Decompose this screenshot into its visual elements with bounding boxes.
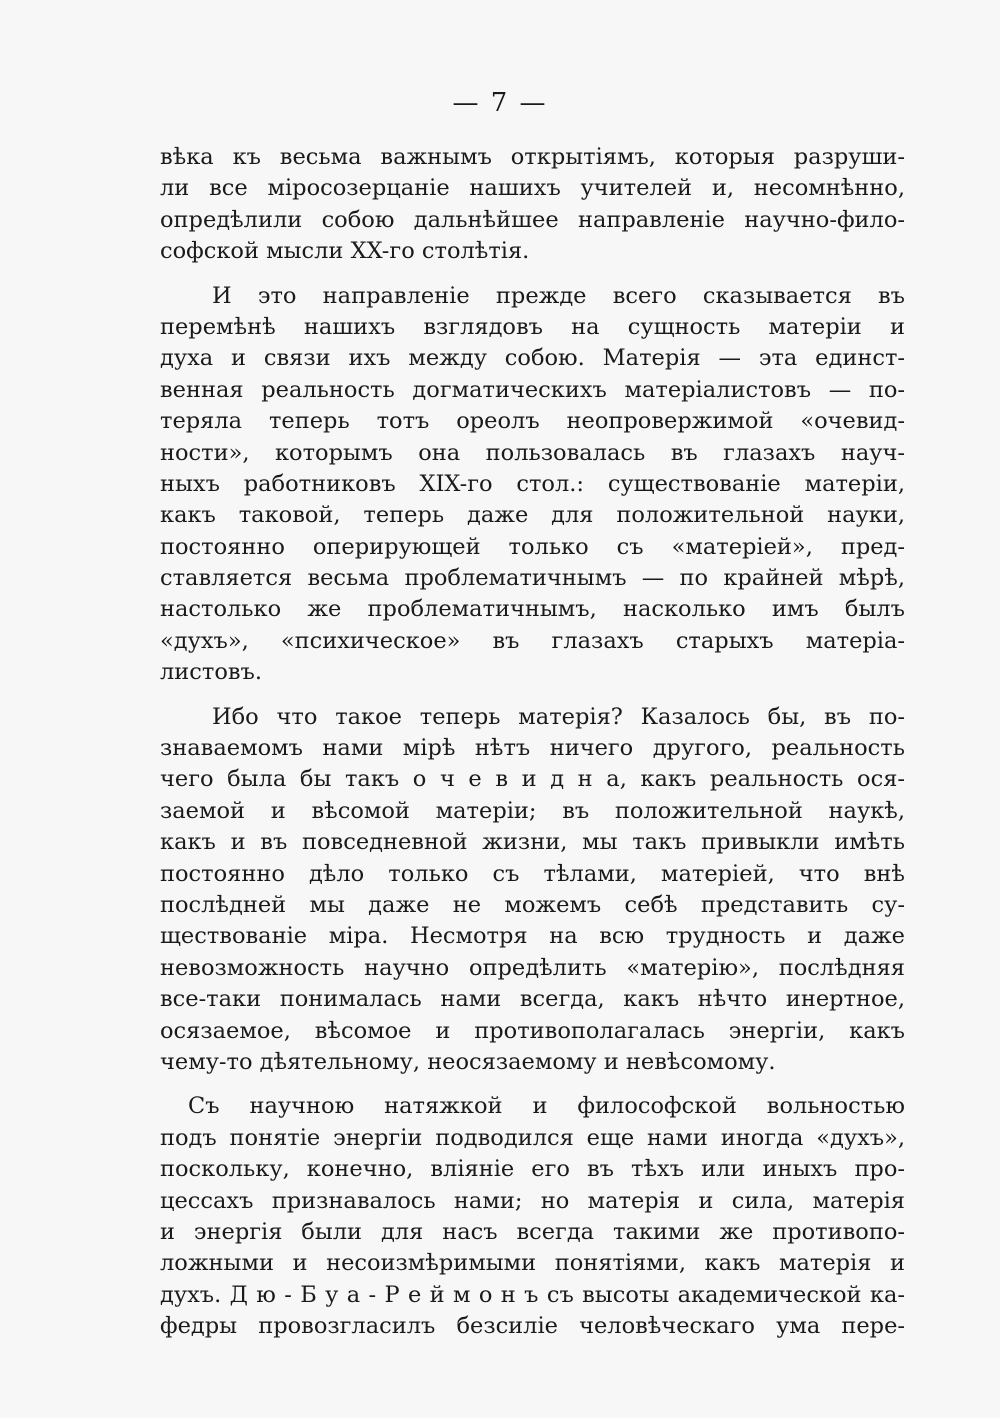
text-line: софской мысли XX-го столѣтія. bbox=[160, 238, 530, 265]
text-line: опредѣлили собою дальнѣйшее направленіе научно-фило- bbox=[160, 206, 905, 233]
text-line: чего была бы такъ о ч е в и д н а, какъ реальность ося- bbox=[160, 766, 905, 793]
text-line: и энергія были для насъ всегда такими же противопо- bbox=[160, 1218, 905, 1245]
text-line: поскольку, конечно, вліяніе его въ тѣхъ или иныхъ про- bbox=[160, 1156, 905, 1183]
text-line: венная реальность догматическихъ матеріалистовъ — по- bbox=[160, 376, 905, 403]
text-line: духа и связи ихъ между собою. Матерія — эта единст- bbox=[160, 345, 905, 372]
text-line: перемѣнѣ нашихъ взглядовъ на сущность матеріи и bbox=[160, 313, 905, 340]
text-line: постоянно дѣло только съ тѣлами, матеріей, что внѣ bbox=[160, 860, 905, 887]
text-line: знаваемомъ нами мірѣ нѣтъ ничего другого, реальность bbox=[160, 735, 905, 762]
paragraph-1 bbox=[160, 142, 905, 268]
text-line: осязаемое, вѣсомое и противополагалась энергіи, какъ bbox=[160, 1017, 905, 1044]
text-line: подъ понятіе энергіи подводился еще нами иногда «духъ», bbox=[160, 1124, 905, 1151]
text-line: какъ таковой, теперь даже для положительной науки, bbox=[160, 502, 905, 529]
text-line: цессахъ признавалось нами; но матерія и сила, матерія bbox=[160, 1187, 905, 1214]
text-line: духъ. Д ю - Б у а - Р е й м о н ъ съ высоты академической ка- bbox=[160, 1281, 905, 1308]
text-line: ществованіе міра. Несмотря на всю трудность и даже bbox=[160, 923, 905, 950]
text-line: Съ научною натяжкой и философской вольностью bbox=[188, 1093, 905, 1120]
text-line: федры провозгласилъ безсиліе человѣческаго ума пере- bbox=[160, 1313, 905, 1340]
paragraph-4 bbox=[160, 1091, 905, 1342]
text-line: какъ и въ повседневной жизни, мы такъ привыкли имѣть bbox=[160, 829, 905, 856]
text-line: послѣдней мы даже не можемъ себѣ представить су- bbox=[160, 891, 905, 918]
text-line: чему-то дѣятельному, неосязаемому и невѣсомому. bbox=[160, 1048, 776, 1075]
text-line: ныхъ работниковъ XIX-го стол.: существованіе матеріи, bbox=[160, 470, 905, 497]
text-line: ставляется весьма проблематичнымъ — по крайней мѣрѣ, bbox=[160, 565, 905, 592]
text-line: ности», которымъ она пользовалась въ глазахъ науч- bbox=[160, 439, 905, 466]
text-line: ли все міросозерцаніе нашихъ учителей и, несомнѣнно, bbox=[160, 175, 905, 202]
paragraph-2 bbox=[160, 281, 905, 689]
text-line: листовъ. bbox=[160, 659, 263, 686]
body-text bbox=[160, 142, 905, 1355]
text-line: заемой и вѣсомой матеріи; въ положительной наукѣ, bbox=[160, 797, 905, 824]
text-line: все-таки понималась нами всегда, какъ нѣчто инертное, bbox=[160, 986, 905, 1013]
text-line: вѣка къ весьма важнымъ открытіямъ, которыя разруши- bbox=[160, 144, 905, 170]
text-line: настолько же проблематичнымъ, насколько имъ былъ bbox=[160, 596, 905, 623]
text-line: теряла теперь тотъ ореолъ неопровержимой «очевид- bbox=[160, 408, 905, 435]
page-number: — 7 — bbox=[452, 88, 548, 118]
text-line: ложными и несоизмѣримыми понятіями, какъ матерія и bbox=[160, 1250, 905, 1277]
paragraph-3 bbox=[160, 702, 905, 1079]
text-line: Ибо что такое теперь матерія? Казалось бы, въ по- bbox=[212, 703, 905, 730]
text-line: невозможность научно опредѣлить «матерію», послѣдняя bbox=[160, 954, 905, 981]
text-line: постоянно оперирующей только съ «матеріей», пред- bbox=[160, 533, 905, 560]
text-line: И это направленіе прежде всего сказывается въ bbox=[212, 282, 905, 309]
text-line: «духъ», «психическое» въ глазахъ старыхъ матеріа- bbox=[160, 627, 905, 654]
